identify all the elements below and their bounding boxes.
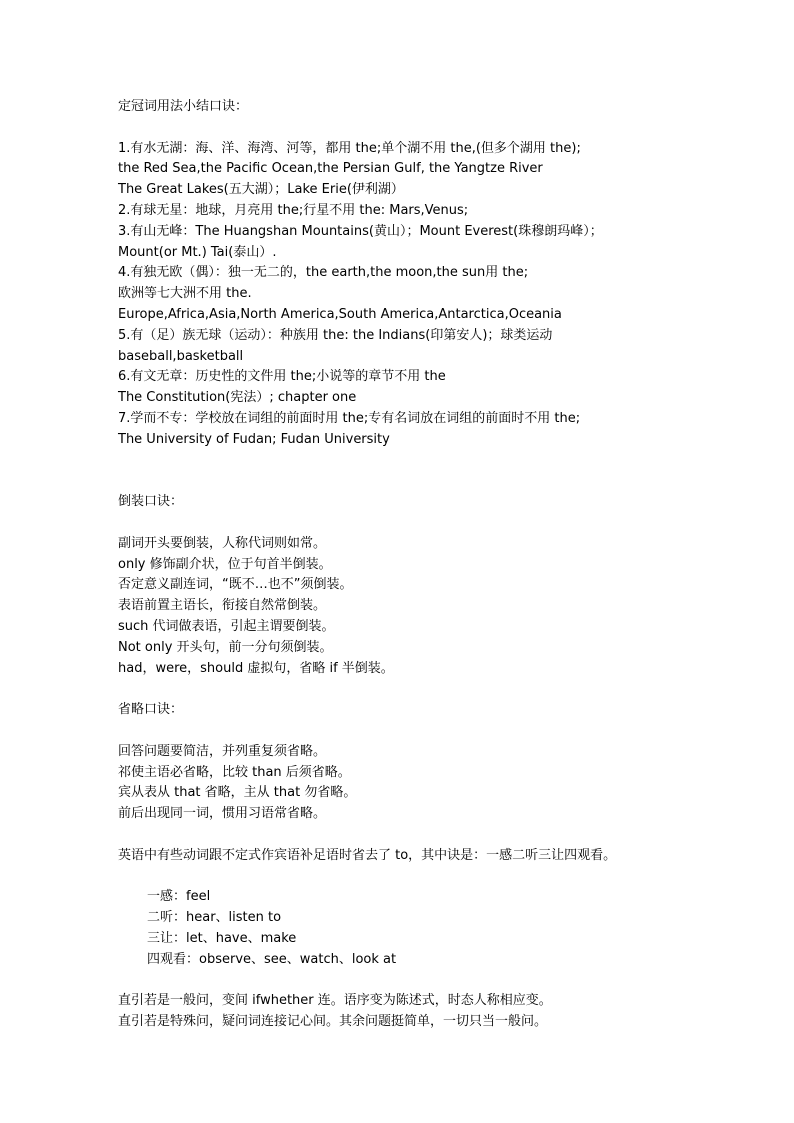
verbs-intro: 英语中有些动词跟不定式作宾语补足语时省去了 to，其中诀是：一感二听三让四观看。 (118, 847, 617, 863)
text-line: Not only 开头句，前一分句须倒装。 (118, 639, 333, 655)
verbs-list (118, 887, 758, 970)
list-item: 一感：feel (147, 889, 211, 905)
spacer (118, 825, 758, 846)
text-line: 回答问题要简洁，并列重复须省略。 (118, 743, 327, 759)
text-line: the Red Sea,the Pacific Ocean,the Persian Gulf, the Yangtze River (118, 161, 543, 177)
text-line: Mount(or Mt.) Tai(泰山）. (118, 244, 277, 260)
ellipsis-rules (118, 742, 758, 825)
text-line: 7.学而不专：学校放在词组的前面时用 the;专有名词放在词组的前面时不用 the; (118, 410, 581, 426)
spacer (118, 866, 758, 887)
text-line: 6.有文无章：历史性的文件用 the;小说等的章节不用 the (118, 369, 446, 385)
text-line: 否定意义副连词，“既不…也不”须倒装。 (118, 577, 353, 593)
spacer (118, 679, 758, 700)
spacer (118, 721, 758, 742)
text-line: 表语前置主语长，衔接自然常倒装。 (118, 598, 327, 614)
list-item: 四观看：observe、see、watch、look at (147, 951, 397, 967)
reported-speech-rules (118, 991, 758, 1033)
inversion-rules (118, 534, 758, 680)
text-line: 5.有（足）族无球（运动）：种族用 the: the Indians(印第安人)；球类运动 (118, 327, 553, 343)
text-line: 宾从表从 that 省略，主从 that 勿省略。 (118, 785, 357, 801)
text-line: baseball,basketball (118, 348, 244, 364)
text-line: Europe,Africa,Asia,North America,South America,Antarctica,Oceania (118, 306, 562, 322)
text-line: 直引若是一般问，变间 ifwhether 连。语序变为陈述式，时态人称相应变。 (118, 993, 552, 1009)
text-line: 前后出现同一词，惯用习语常省略。 (118, 806, 327, 822)
text-line: 1.有水无湖：海、洋、海湾、河等，都用 the;单个湖不用 the,(但多个湖用 the); (118, 140, 581, 156)
spacer (118, 970, 758, 991)
text-line: such 代词做表语，引起主谓要倒装。 (118, 618, 335, 634)
text-line: The Great Lakes(五大湖）；Lake Erie(伊利湖） (118, 182, 404, 198)
section-heading-ellipsis: 省略口诀： (118, 702, 184, 718)
article-rules (118, 139, 758, 451)
spacer (118, 513, 758, 534)
list-item: 二听：hear、listen to (147, 910, 282, 926)
list-item: 三让：let、have、make (147, 930, 297, 946)
text-line: 欧洲等七大洲不用 the. (118, 286, 252, 302)
text-line: 直引若是特殊问，疑问词连接记心间。其余问题挺简单，一切只当一般问。 (118, 1014, 548, 1030)
text-line: 3.有山无峰：The Huangshan Mountains(黄山）；Mount Everest(珠穆朗玛峰）； (118, 223, 603, 239)
text-line: 4.有独无欧（偶）：独一无二的，the earth,the moon,the sun用 the; (118, 265, 529, 281)
text-line: had，were，should 虚拟句，省略 if 半倒装。 (118, 660, 394, 676)
section-heading-article: 定冠词用法小结口诀： (118, 99, 249, 114)
text-line: 副词开头要倒装，人称代词则如常。 (118, 535, 327, 551)
document-page (118, 97, 758, 1033)
text-line: 祁使主语必省略，比较 than 后须省略。 (118, 764, 351, 780)
text-line: The University of Fudan; Fudan University (118, 431, 390, 447)
text-line: 2.有球无星：地球，月亮用 the;行星不用 the: Mars,Venus; (118, 202, 469, 218)
section-heading-inversion: 倒装口诀： (118, 494, 184, 510)
text-line: The Constitution(宪法）; chapter one (118, 390, 357, 406)
text-line: only 修饰副介状，位于句首半倒装。 (118, 556, 332, 572)
spacer (118, 451, 758, 493)
spacer (118, 118, 758, 139)
